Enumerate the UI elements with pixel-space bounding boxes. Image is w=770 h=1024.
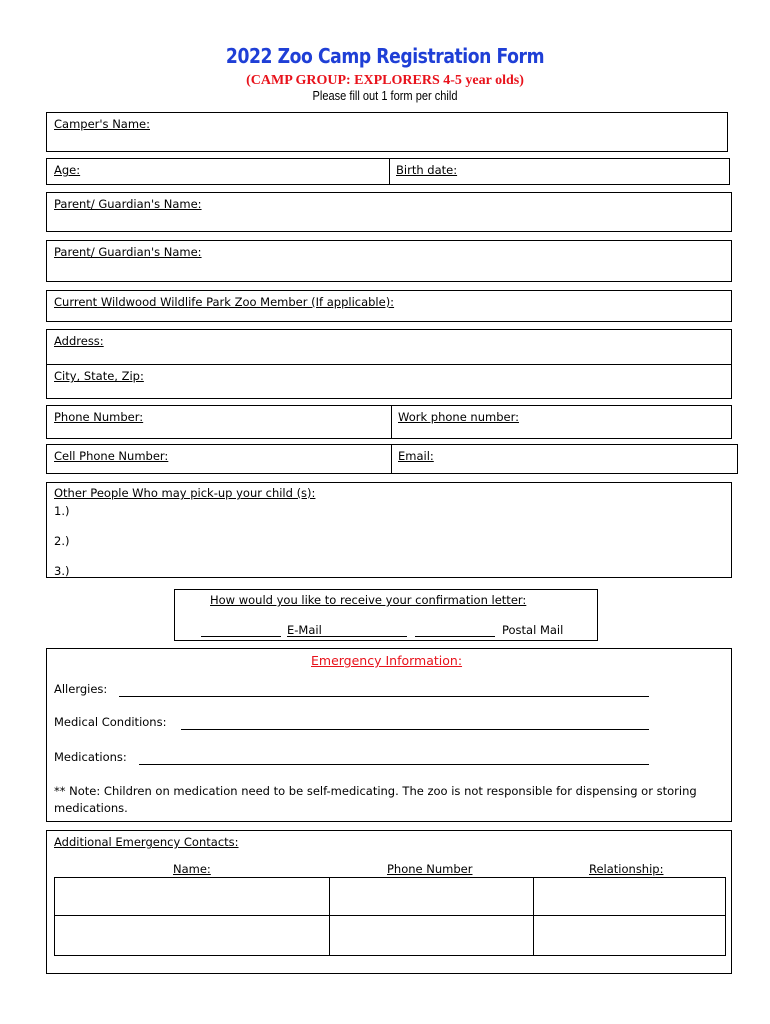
- email-option-blank[interactable]: [201, 635, 281, 637]
- address-label: Address:: [54, 334, 104, 348]
- campers-name-label: Camper's Name:: [54, 117, 150, 131]
- emergency-heading: Emergency Information:: [311, 653, 463, 668]
- address-block: [46, 329, 732, 399]
- confirmation-block: [174, 589, 598, 641]
- instruction-text: Please fill out 1 form per child: [312, 88, 458, 103]
- pickup-item-1: 1.): [54, 504, 70, 518]
- cell-email-row: [46, 444, 738, 474]
- contacts-col-name: Name:: [173, 862, 211, 876]
- contact-1-relationship[interactable]: [533, 877, 726, 916]
- contacts-col-relationship: Relationship:: [589, 862, 664, 876]
- contact-1-phone[interactable]: [329, 877, 534, 916]
- email-option-label: E-Mail: [287, 623, 322, 637]
- pickup-item-3: 3.): [54, 564, 70, 578]
- contacts-heading: Additional Emergency Contacts:: [54, 835, 239, 849]
- postal-option-blank[interactable]: [415, 635, 495, 637]
- guardian-name-label-1: Parent/ Guardian's Name:: [54, 197, 202, 211]
- postal-option-label: Postal Mail: [502, 623, 564, 637]
- phone-number-label: Phone Number:: [54, 410, 144, 424]
- pickup-people-block[interactable]: [46, 482, 732, 578]
- guardian-name-field-1[interactable]: [46, 192, 732, 232]
- guardian-name-label-2: Parent/ Guardian's Name:: [54, 245, 202, 259]
- form-title: 2022 Zoo Camp Registration Form: [225, 44, 545, 68]
- zoo-member-field[interactable]: [46, 290, 732, 322]
- medical-conditions-line[interactable]: [181, 728, 649, 730]
- contact-1-name[interactable]: [54, 877, 330, 916]
- pickup-people-label: Other People Who may pick-up your child (s):: [54, 486, 316, 500]
- contact-2-relationship[interactable]: [533, 915, 726, 956]
- phone-row: [46, 405, 732, 439]
- allergies-line[interactable]: [119, 695, 649, 697]
- age-label: Age:: [54, 163, 81, 177]
- emergency-block: [46, 648, 732, 822]
- contact-2-name[interactable]: [54, 915, 330, 956]
- birth-date-label: Birth date:: [396, 163, 458, 177]
- camp-group-subtitle: (CAMP GROUP: EXPLORERS 4-5 year olds): [246, 73, 524, 88]
- confirmation-question: How would you like to receive your confirmation letter:: [210, 593, 527, 607]
- allergies-label: Allergies:: [54, 682, 108, 696]
- contact-2-phone[interactable]: [329, 915, 534, 956]
- city-state-zip-label: City, State, Zip:: [54, 369, 144, 383]
- medication-note: ** Note: Children on medication need to be self-medicating. The zoo is not responsible for dispensing or storing medications.: [54, 784, 697, 815]
- work-phone-label: Work phone number:: [398, 410, 519, 424]
- medications-label: Medications:: [54, 750, 127, 764]
- age-birthdate-row: [46, 158, 730, 185]
- email-label: Email:: [398, 449, 434, 463]
- postal-line-filler: [287, 635, 407, 637]
- pickup-item-2: 2.): [54, 534, 70, 548]
- campers-name-field[interactable]: [46, 112, 728, 152]
- guardian-name-field-2[interactable]: [46, 240, 732, 282]
- medical-conditions-label: Medical Conditions:: [54, 715, 167, 729]
- cell-phone-label: Cell Phone Number:: [54, 449, 169, 463]
- contacts-block: [46, 830, 732, 974]
- contacts-col-phone: Phone Number: [387, 862, 473, 876]
- zoo-member-label: Current Wildwood Wildlife Park Zoo Member (If applicable):: [54, 295, 395, 309]
- medications-line[interactable]: [139, 763, 649, 765]
